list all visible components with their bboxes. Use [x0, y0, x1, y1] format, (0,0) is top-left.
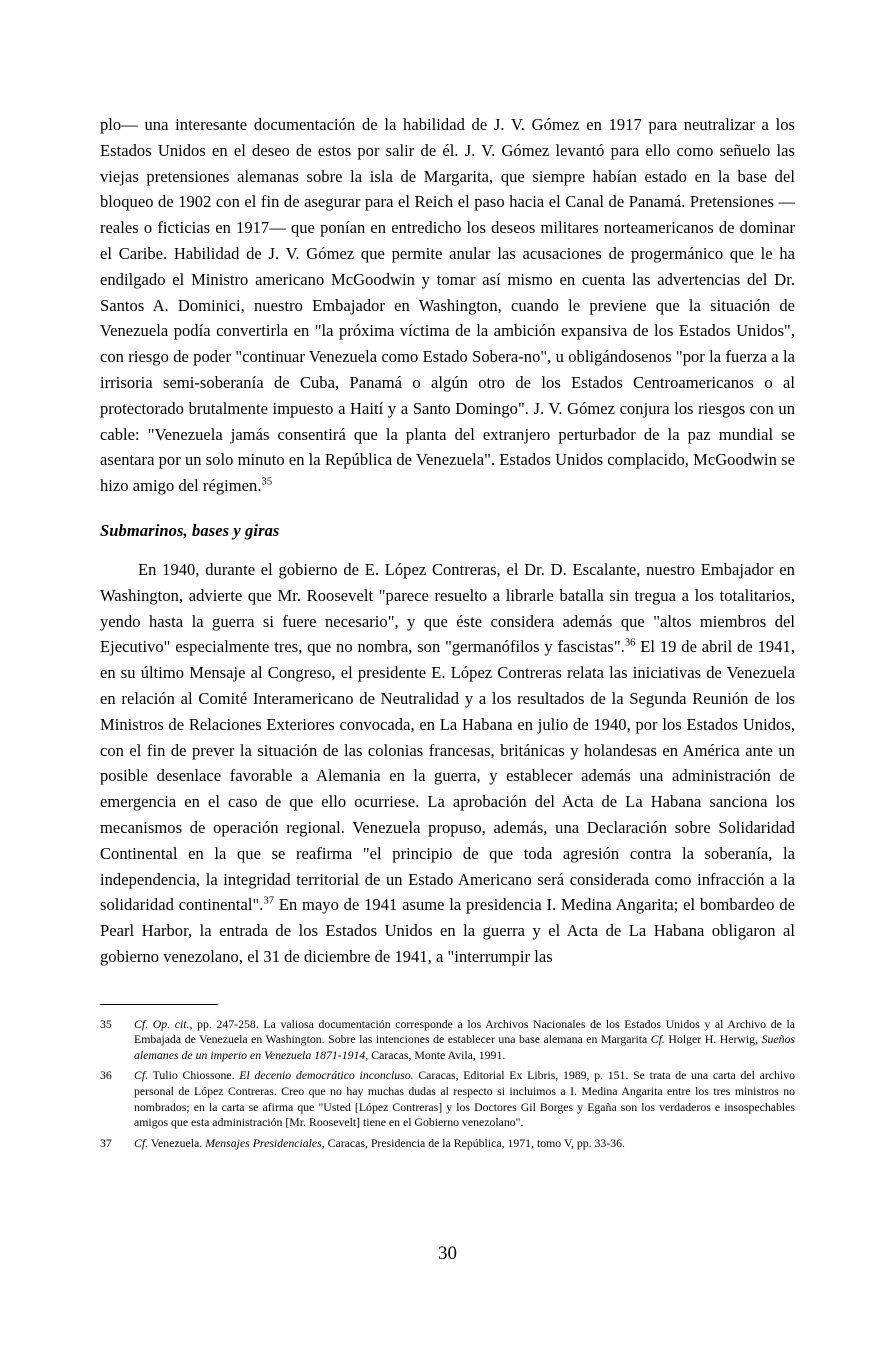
footnote-divider — [100, 1004, 218, 1005]
footnote-item — [100, 1136, 795, 1152]
second-text-block — [100, 557, 795, 970]
footnote-text: Cf. Op. cit., pp. 247-258. La valiosa documentación corresponde a los Archivos Nacionales de los Estados Unidos y al Archivo de la Embajada de Venezuela en Washington. Sobre las intenciones de establecer una base alemana en Margarita Cf. Holger H. Herwig, Sueños alemanes de un imperio en Venezuela 1871-1914, Caracas, Monte Avila, 1991. — [134, 1016, 795, 1062]
page-content — [100, 112, 795, 1156]
footnote-number: 35 — [100, 1016, 112, 1031]
footnote-text: Cf. Venezuela. Mensajes Presidenciales, Caracas, Presidencia de la República, 1971, tomo V, pp. 33-36. — [134, 1135, 626, 1150]
footnote-item — [100, 1017, 795, 1064]
footnote-list — [100, 1017, 795, 1152]
footnote-number: 37 — [100, 1135, 112, 1150]
page-number: 30 — [438, 1243, 457, 1264]
footnote-number: 36 — [100, 1068, 112, 1083]
main-text-block — [100, 112, 795, 499]
footnote-text: Cf. Tulio Chiossone. El decenio democrático inconcluso. Caracas, Editorial Ex Libris, 1989, p. 151. Se trata de una carta del archivo personal de López Contreras. Creo que no hay muchas dudas al respecto si incluimos a I. Medina Angarita entre los tres ministros no nombrados; en la carta se afirma que "Usted [López Contreras] y los Doctores Gil Borges y Egaña son los verdaderos e insospechables amigos que esta administración [Mr. Roosevelt] tiene en el Gobierno venezolano". — [134, 1068, 795, 1130]
footnote-item — [100, 1068, 795, 1130]
paragraph-1940: En 1940, durante el gobierno de E. López Contreras, el Dr. D. Escalante, nuestro Embajador en Washington, advierte que Mr. Roosevelt "parece resuelto a librarle batalla sin tregua a los totalitarios, yendo hasta la guerra si fuere necesario", y que éste considera además que "altos miembros del Ejecutivo" especialmente tres, que no nombra, son "germanófilos y fascistas".$^{36}$ El 19 de abril de 1941, en su último Mensaje al Congreso, el presidente E. López Contreras relata las iniciativas de Venezuela en relación al Comité Interamericano de Neutralidad y a los resultados de la Segunda Reunión de los Ministros de Relaciones Exteriores convocada, en La Habana en julio de 1940, por los Estados Unidos, con el fin de prever la situación de las colonias francesas, británicas y holandesas en América ante un posible desenlace favorable a Alemania en la guerra, y establecer además una administración de emergencia en el caso de que ello ocurriese. La aprobación del Acta de La Habana sanciona los mecanismos de operación regional. Venezuela propuso, además, una Declaración sobre Solidaridad Continental en la que se reafirma "el principio de que toda agresión contra la soberanía, la independencia, la integridad territorial de un Estado Americano será considerada como infracción a la solidaridad continental".$^{37}$ En mayo de 1941 asume la presidencia I. Medina Angarita; el bombardeo de Pearl Harbor, la entrada de los Estados Unidos en la guerra y el Acta de La Habana obligaron al gobierno venezolano, el 31 de diciembre de 1941, a "interrumpir las — [100, 559, 796, 966]
paragraph-continued: plo— una interesante documentación de la habilidad de J. V. Gómez en 1917 para neutralizar a los Estados Unidos en el deseo de estos por salir de él. J. V. Gómez levantó para ello como señuelo las viejas pretensiones alemanas sobre la isla de Margarita, que siempre habían estado en la base del bloqueo de 1902 con el fin de asegurar para el Reich el paso hacia el Canal de Panamá. Pretensiones —reales o ficticias en 1917— que ponían en entredicho los deseos militares norteamericanos de dominar el Caribe. Habilidad de J. V. Gómez que permite anular las acusaciones de progermánico que le ha endilgado el Ministro americano McGoodwin y tomar así mismo en cuenta las advertencias del Dr. Santos A. Dominici, nuestro Embajador en Washington, cuando le previene que la situación de Venezuela podía convertirla en "la próxima víctima de la ambición expansiva de los Estados Unidos", con riesgo de poder "continuar Venezuela como Estado Sobera-no", u obligándosenos "por la fuerza a la irrisoria semi-soberanía de Cuba, Panamá o algún otro de los Estados Centroamericanos o al protectorado brutalmente impuesto a Haití y a Santo Domingo". J. V. Gómez conjura los riesgos con un cable: "Venezuela jamás consentirá que la planta del extranjero perturbador de la paz mundial se asentara por un solo minuto en la República de Venezuela". Estados Unidos complacido, McGoodwin se hizo amigo del régimen.$^{35}$ — [100, 115, 795, 496]
section-heading: Submarinos, bases y giras — [100, 520, 280, 540]
